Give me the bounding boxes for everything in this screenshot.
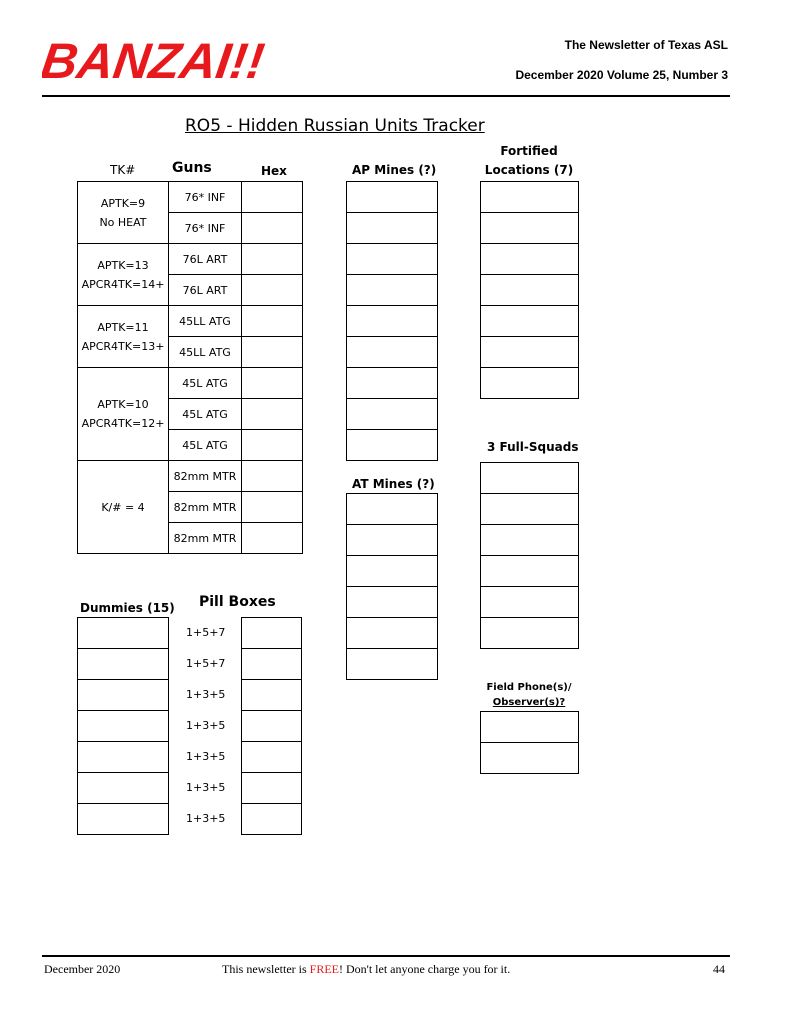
tk-value-2: APCR4TK=14+ [81,277,165,291]
tk-value: APTK=11 [97,320,149,334]
guns-table [77,181,303,554]
tk-cell [78,368,169,461]
tk-cell [78,306,169,368]
squad-box[interactable] [480,555,579,587]
tk-value-2: APCR4TK=12+ [81,417,165,430]
tk-value-2: APCR4TK=13+ [81,339,165,353]
gun-name: 82mm MTR [169,461,242,492]
at-mine-box[interactable] [346,524,438,556]
dummy-box[interactable] [77,679,169,711]
hex-cell[interactable] [242,275,303,306]
at-mine-box[interactable] [346,493,438,525]
gun-name: 45L ATG [169,430,242,461]
pillbox-value: 1+5+7 [186,626,226,639]
hex-cell[interactable] [242,368,303,399]
footer-free: FREE [309,962,339,976]
ap-mine-box[interactable] [346,367,438,399]
fortified-box[interactable] [480,305,579,337]
ap-mine-box[interactable] [346,398,438,430]
hex-cell[interactable] [242,306,303,337]
issue-info: December 2020 Volume 25, Number 3 [515,68,728,82]
at-mine-box[interactable] [346,586,438,618]
dummy-box[interactable] [77,772,169,804]
gun-name: 76* INF [169,182,242,213]
dummies-label: Dummies (15) [80,601,175,615]
squad-box[interactable] [480,586,579,618]
footer-date: December 2020 [44,962,121,976]
pillboxes-label: Pill Boxes [199,594,276,610]
fortified-box[interactable] [480,336,579,368]
pillbox-hex-box[interactable] [241,741,302,773]
at-mine-box[interactable] [346,648,438,680]
hex-cell[interactable] [242,523,303,554]
hex-cell[interactable] [242,213,303,244]
pillbox-hex-box[interactable] [241,772,302,804]
header-rule [42,95,730,97]
squad-box[interactable] [480,462,579,494]
squad-box[interactable] [480,617,579,649]
pillbox-hex-box[interactable] [241,679,302,711]
pillbox-hex-box[interactable] [241,617,302,649]
squads-label: 3 Full-Squads [487,440,579,454]
gun-row [78,368,303,399]
hex-cell[interactable] [242,244,303,275]
squad-box[interactable] [480,493,579,525]
dummy-box[interactable] [77,803,169,835]
gun-name: 82mm MTR [169,492,242,523]
fortified-label-2: Locations (7) [484,163,574,177]
field-phone-label-2: Observer(s)? [492,697,566,708]
ap-mine-box[interactable] [346,212,438,244]
hex-header: Hex [261,164,287,178]
at-mines-label: AT Mines (?) [352,477,435,491]
dummy-box[interactable] [77,710,169,742]
tk-cell [78,182,169,244]
pillbox-hex-box[interactable] [241,803,302,835]
tk-value: APTK=13 [97,258,149,272]
hex-cell[interactable] [242,461,303,492]
gun-name: 76L ART [169,244,242,275]
page-title: RO5 - Hidden Russian Units Tracker [185,116,485,136]
at-mine-box[interactable] [346,617,438,649]
pillbox-hex-box[interactable] [241,648,302,680]
gun-name: 45L ATG [169,368,242,399]
ap-mine-box[interactable] [346,243,438,275]
hex-cell[interactable] [242,430,303,461]
tk-cell [78,244,169,306]
gun-name: 76L ART [169,275,242,306]
fortified-box[interactable] [480,367,579,399]
at-mine-box[interactable] [346,555,438,587]
footer-pre: This newsletter is [222,962,310,976]
squad-box[interactable] [480,524,579,556]
fortified-box[interactable] [480,243,579,275]
ap-mine-box[interactable] [346,305,438,337]
ap-mine-box[interactable] [346,181,438,213]
fortified-box[interactable] [480,274,579,306]
tk-value: APTK=9 [100,196,146,210]
pillbox-value: 1+3+5 [186,781,226,794]
tk-header: TK# [110,163,136,177]
hex-cell[interactable] [242,492,303,523]
gun-row [78,182,303,213]
fortified-box[interactable] [480,181,579,213]
ap-mine-box[interactable] [346,336,438,368]
gun-name: 82mm MTR [169,523,242,554]
gun-row [78,306,303,337]
ap-mines-label: AP Mines (?) [352,163,437,177]
logo-text: BANZAI!! [42,33,268,89]
pillbox-value: 1+5+7 [186,657,226,670]
pillbox-value: 1+3+5 [186,688,226,701]
footer-rule [42,955,730,957]
hex-cell[interactable] [242,399,303,430]
gun-row [78,244,303,275]
gun-name: 45LL ATG [169,337,242,368]
pillbox-value: 1+3+5 [186,750,226,763]
hex-cell[interactable] [242,182,303,213]
field-phone-box[interactable] [480,742,579,774]
footer-page-number: 44 [713,962,725,976]
gun-name: 45LL ATG [169,306,242,337]
hex-cell[interactable] [242,337,303,368]
tk-value: K/# = 4 [101,500,145,514]
pillbox-value: 1+3+5 [186,719,226,732]
gun-row [78,461,303,492]
newsletter-name: The Newsletter of Texas ASL [564,38,728,52]
tk-cell [78,461,169,554]
fortified-box[interactable] [480,212,579,244]
gun-name: 76* INF [169,213,242,244]
pillbox-hex-box[interactable] [241,710,302,742]
footer-post: ! Don't let anyone charge you for it. [339,962,511,976]
fortified-label-1: Fortified [500,144,558,158]
ap-mine-box[interactable] [346,274,438,306]
dummy-box[interactable] [77,617,169,649]
banzai-logo [42,30,312,90]
dummy-box[interactable] [77,648,169,680]
gun-name: 45L ATG [169,399,242,430]
tk-value-2: No HEAT [99,215,147,229]
tk-value: APTK=10 [97,398,149,411]
field-phone-label-1: Field Phone(s)/ [486,682,572,693]
guns-header: Guns [172,160,212,176]
pillbox-value: 1+3+5 [186,812,226,825]
footer-message [222,962,510,977]
field-phone-box[interactable] [480,711,579,743]
ap-mine-box[interactable] [346,429,438,461]
dummy-box[interactable] [77,741,169,773]
